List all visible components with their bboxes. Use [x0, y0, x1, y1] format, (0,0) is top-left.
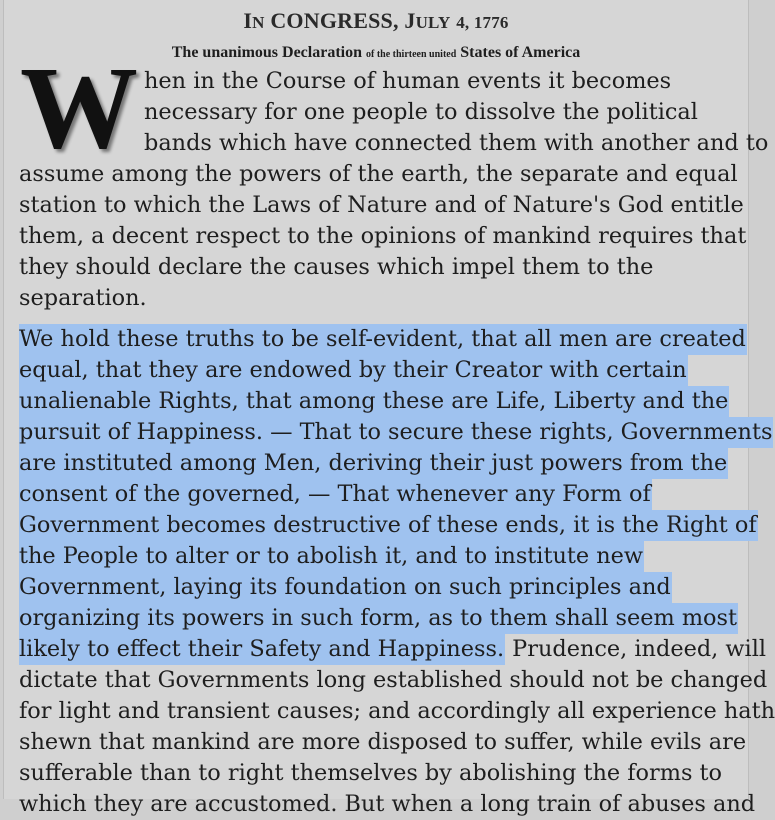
selected-text[interactable]: are instituted among Men, deriving their just powers from the — [19, 448, 728, 479]
paragraph-2-line — [19, 448, 739, 479]
paragraph-1-line: they should declare the causes which impel them to the — [19, 254, 654, 280]
title-in-rest: N — [252, 13, 265, 32]
drop-cap-letter: W — [20, 42, 138, 173]
paragraph-1-line: hen in the Course of human events it becomes — [144, 68, 672, 94]
paragraph-1-line: station to which the Laws of Nature and of Nature's God entitle — [19, 192, 744, 218]
paragraph-2-line: shewn that mankind are more disposed to suffer, while evils are — [19, 729, 747, 755]
subtitle-part-1: The unanimous Declaration — [171, 44, 362, 61]
document-title — [4, 8, 748, 34]
selected-text[interactable]: unalienable Rights, that among these are Life, Liberty and the — [19, 386, 729, 417]
paragraph-2-line — [19, 386, 739, 417]
document-page — [3, 0, 775, 817]
paragraph-2-line — [19, 417, 773, 448]
selected-text[interactable]: organizing its powers in such form, as to them shall seem most — [19, 603, 738, 634]
title-congress: CONGRESS, — [270, 8, 405, 33]
paragraph-gap — [19, 314, 739, 324]
paragraph-2-line — [19, 541, 739, 572]
paragraph-1-line: assume among the powers of the earth, the separate and equal — [19, 161, 738, 187]
paragraph-2-line: for light and transient causes; and accordingly all experience hath — [19, 698, 775, 724]
unselected-text: Prudence, indeed, will — [505, 636, 767, 662]
selected-text[interactable]: We hold these truths to be self-evident, that all men are created — [19, 324, 747, 355]
title-date: 4, 1776 — [456, 13, 509, 32]
paragraph-1-line: bands which have connected them with another and to — [144, 130, 769, 156]
paragraph-2-line — [19, 603, 739, 634]
title-july-rest: ULY — [415, 13, 451, 32]
paragraph-2-line: dictate that Governments long established should not be changed — [19, 667, 768, 693]
selected-text[interactable]: pursuit of Happiness. — That to secure these rights, Governments — [19, 417, 773, 448]
paragraph-2-line — [19, 355, 739, 386]
paragraph-1-line: necessary for one people to dissolve the political — [144, 99, 698, 125]
paragraph-1-line: them, a decent respect to the opinions of mankind requires that — [19, 223, 747, 249]
paragraph-1-line: separation. — [19, 285, 147, 311]
paragraph-2-line — [19, 572, 739, 603]
paragraph-2-line — [19, 324, 746, 355]
paragraph-2-line — [19, 479, 739, 510]
selected-text[interactable]: Government, laying its foundation on such principles and — [19, 572, 672, 603]
subtitle-part-3: States of America — [460, 44, 581, 61]
selected-text[interactable]: Government becomes destructive of these ends, it is the Right of — [19, 510, 758, 541]
paragraph-2-line: which they are accustomed. But when a long train of abuses and — [19, 791, 756, 817]
selected-text[interactable]: likely to effect their Safety and Happiness. — [19, 634, 505, 665]
selected-text[interactable]: consent of the governed, — That whenever any Form of — [19, 479, 652, 510]
paragraph-2-line — [19, 634, 767, 665]
selected-text[interactable]: the People to alter or to abolish it, and to institute new — [19, 541, 644, 572]
subtitle-part-2: of the thirteen united — [366, 49, 457, 60]
paragraph-2-line: sufferable than to right themselves by abolishing the forms to — [19, 760, 723, 786]
paragraph-1[interactable] — [19, 66, 769, 314]
document-body[interactable] — [19, 66, 775, 820]
paragraph-2[interactable] — [19, 324, 775, 820]
title-july-initial: J — [404, 8, 416, 33]
selected-text[interactable]: equal, that they are endowed by their Creator with certain — [19, 355, 688, 386]
paragraph-2-line — [19, 510, 757, 541]
title-in-initial: I — [243, 8, 253, 33]
